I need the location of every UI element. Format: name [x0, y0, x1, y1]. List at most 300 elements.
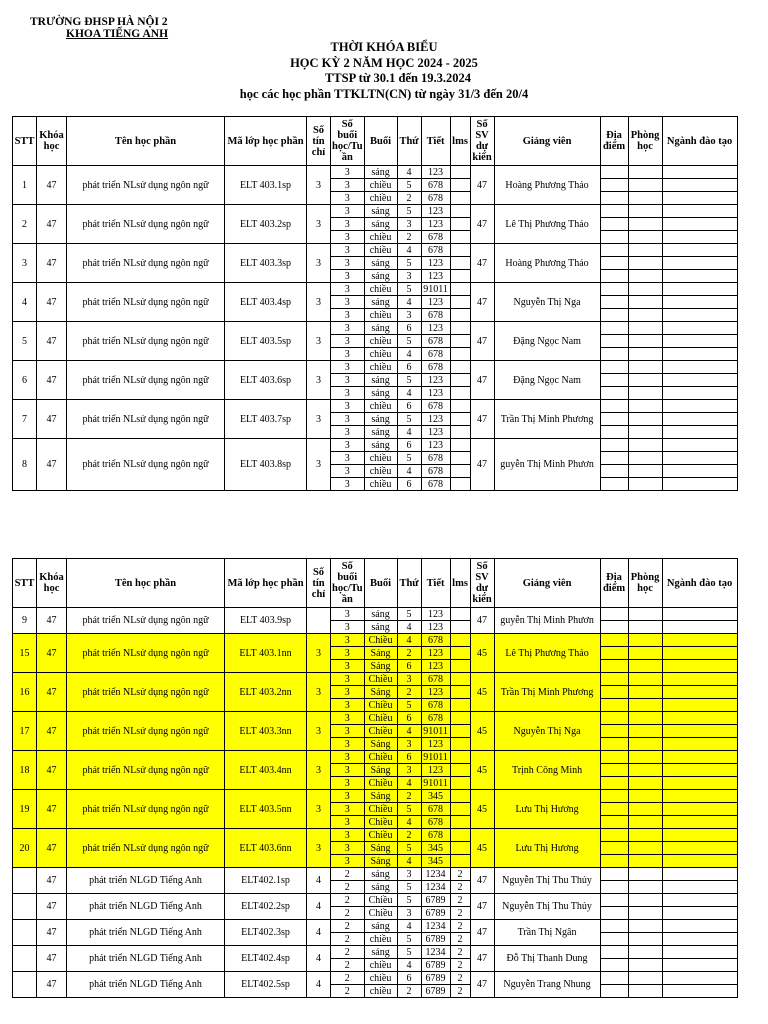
room-cell	[628, 816, 662, 829]
course-year-cell: 47	[37, 283, 67, 322]
room-cell	[628, 244, 662, 257]
period-cell: 1234	[421, 920, 450, 933]
period-cell: 6789	[421, 894, 450, 907]
location-cell	[600, 322, 628, 335]
location-cell	[600, 790, 628, 803]
program-cell	[662, 660, 737, 673]
weekday-cell: 5	[397, 881, 421, 894]
student-count-cell: 45	[470, 751, 494, 790]
sessions-per-week-cell: 3	[331, 309, 365, 322]
table-row	[13, 972, 738, 985]
lms-cell	[450, 803, 470, 816]
room-cell	[628, 894, 662, 907]
course-year-cell: 47	[37, 400, 67, 439]
weekday-cell: 6	[397, 660, 421, 673]
location-cell	[600, 777, 628, 790]
sessions-per-week-cell: 3	[331, 296, 365, 309]
program-cell	[662, 907, 737, 920]
course-year-cell: 47	[37, 608, 67, 634]
period-cell: 6789	[421, 985, 450, 998]
course-year-cell: 47	[37, 894, 67, 920]
location-cell	[600, 673, 628, 686]
lecturer-cell: Lưu Thị Hương	[494, 790, 600, 829]
student-count-cell: 45	[470, 712, 494, 751]
period-cell: 678	[421, 452, 450, 465]
session-time-cell: chiều	[364, 933, 397, 946]
location-cell	[600, 881, 628, 894]
sessions-per-week-cell: 3	[331, 465, 365, 478]
lms-cell	[450, 166, 470, 179]
lms-cell	[450, 712, 470, 725]
location-cell	[600, 374, 628, 387]
column-header-nganh: Ngành đào tạo	[662, 559, 737, 608]
weekday-cell: 4	[397, 465, 421, 478]
course-year-cell: 47	[37, 946, 67, 972]
sessions-per-week-cell: 3	[331, 790, 365, 803]
period-cell: 123	[421, 426, 450, 439]
table-row	[13, 400, 738, 413]
lms-cell	[450, 738, 470, 751]
lms-cell	[450, 751, 470, 764]
session-time-cell: chiều	[364, 231, 397, 244]
lms-cell	[450, 829, 470, 842]
course-name-cell: phát triển NLsử dụng ngôn ngữ	[67, 205, 225, 244]
location-cell	[600, 660, 628, 673]
period-cell: 123	[421, 322, 450, 335]
course-name-cell: phát triển NLsử dụng ngôn ngữ	[67, 166, 225, 205]
period-cell: 678	[421, 829, 450, 842]
lms-cell	[450, 855, 470, 868]
location-cell	[600, 946, 628, 959]
column-header-thu: Thứ	[397, 117, 421, 166]
session-time-cell: sáng	[364, 257, 397, 270]
room-cell	[628, 335, 662, 348]
period-cell: 678	[421, 192, 450, 205]
room-cell	[628, 413, 662, 426]
lms-cell	[450, 621, 470, 634]
lms-cell	[450, 179, 470, 192]
room-cell	[628, 608, 662, 621]
column-header-tc: Số tín chỉ	[307, 117, 331, 166]
sessions-per-week-cell: 3	[331, 686, 365, 699]
lms-cell	[450, 400, 470, 413]
student-count-cell: 47	[470, 972, 494, 998]
lecturer-cell: guyễn Thị Minh Phươn	[494, 439, 600, 491]
course-name-cell: phát triển NLsử dụng ngôn ngữ	[67, 322, 225, 361]
location-cell	[600, 686, 628, 699]
stt-cell: 16	[13, 673, 37, 712]
period-cell: 678	[421, 803, 450, 816]
room-cell	[628, 738, 662, 751]
header-row	[13, 559, 738, 608]
sessions-per-week-cell: 3	[331, 478, 365, 491]
session-time-cell: chiều	[364, 179, 397, 192]
weekday-cell: 4	[397, 348, 421, 361]
period-cell: 123	[421, 205, 450, 218]
course-year-cell: 47	[37, 166, 67, 205]
room-cell	[628, 699, 662, 712]
title-line-4: học các học phần TTKLTN(CN) từ ngày 31/3 đến 20/4	[239, 86, 529, 101]
period-cell: 123	[421, 374, 450, 387]
stt-cell: 17	[13, 712, 37, 751]
room-cell	[628, 881, 662, 894]
column-header-lms: lms	[450, 559, 470, 608]
lecturer-cell: Đỗ Thị Thanh Dung	[494, 946, 600, 972]
student-count-cell: 47	[470, 244, 494, 283]
table-row	[13, 894, 738, 907]
student-count-cell: 47	[470, 322, 494, 361]
stt-cell: 7	[13, 400, 37, 439]
location-cell	[600, 608, 628, 621]
lms-cell	[450, 777, 470, 790]
sessions-per-week-cell: 3	[331, 179, 365, 192]
session-time-cell: sáng	[364, 946, 397, 959]
period-cell: 123	[421, 166, 450, 179]
column-header-dia-diem: Địa điểm	[600, 117, 628, 166]
column-header-stt: STT	[13, 117, 37, 166]
course-year-cell: 47	[37, 673, 67, 712]
room-cell	[628, 712, 662, 725]
course-name-cell: phát triển NLGD Tiếng Anh	[67, 868, 225, 894]
location-cell	[600, 452, 628, 465]
lms-cell	[450, 296, 470, 309]
session-time-cell: sáng	[364, 296, 397, 309]
lms-cell: 2	[450, 907, 470, 920]
lms-cell	[450, 686, 470, 699]
credits-cell: 3	[307, 205, 331, 244]
lms-cell	[450, 283, 470, 296]
sessions-per-week-cell: 2	[331, 894, 365, 907]
course-name-cell: phát triển NLsử dụng ngôn ngữ	[67, 244, 225, 283]
program-cell	[662, 699, 737, 712]
column-header-ten: Tên học phần	[67, 559, 225, 608]
course-year-cell: 47	[37, 244, 67, 283]
school-line-1: TRƯỜNG ĐHSP HÀ NỘI 2	[30, 16, 168, 28]
lms-cell	[450, 270, 470, 283]
session-time-cell: sáng	[364, 868, 397, 881]
location-cell	[600, 218, 628, 231]
lms-cell: 2	[450, 920, 470, 933]
lms-cell	[450, 842, 470, 855]
program-cell	[662, 790, 737, 803]
program-cell	[662, 816, 737, 829]
course-year-cell: 47	[37, 972, 67, 998]
room-cell	[628, 361, 662, 374]
period-cell: 345	[421, 842, 450, 855]
sessions-per-week-cell: 3	[331, 244, 365, 257]
title-line-3: TTSP từ 30.1 đến 19.3.2024	[324, 71, 472, 85]
period-cell: 91011	[421, 283, 450, 296]
period-cell: 123	[421, 387, 450, 400]
column-header-buoi: Buổi	[364, 559, 397, 608]
room-cell	[628, 257, 662, 270]
room-cell	[628, 348, 662, 361]
room-cell	[628, 855, 662, 868]
period-cell: 678	[421, 231, 450, 244]
program-cell	[662, 231, 737, 244]
location-cell	[600, 634, 628, 647]
course-name-cell: phát triển NLsử dụng ngôn ngữ	[67, 790, 225, 829]
room-cell	[628, 725, 662, 738]
course-name-cell: phát triển NLsử dụng ngôn ngữ	[67, 361, 225, 400]
location-cell	[600, 413, 628, 426]
period-cell: 123	[421, 621, 450, 634]
program-cell	[662, 439, 737, 452]
session-time-cell: chiều	[364, 959, 397, 972]
period-cell: 123	[421, 413, 450, 426]
session-time-cell: chiều	[364, 335, 397, 348]
room-cell	[628, 751, 662, 764]
program-cell	[662, 738, 737, 751]
program-cell	[662, 751, 737, 764]
room-cell	[628, 296, 662, 309]
location-cell	[600, 244, 628, 257]
location-cell	[600, 621, 628, 634]
weekday-cell: 2	[397, 231, 421, 244]
sessions-per-week-cell: 3	[331, 361, 365, 374]
class-code-cell: ELT 403.3nn	[225, 712, 307, 751]
lecturer-cell: Lưu Thị Hương	[494, 829, 600, 868]
sessions-per-week-cell: 3	[331, 231, 365, 244]
table-row	[13, 283, 738, 296]
course-name-cell: phát triển NLGD Tiếng Anh	[67, 894, 225, 920]
weekday-cell: 2	[397, 829, 421, 842]
course-year-cell: 47	[37, 920, 67, 946]
sessions-per-week-cell: 3	[331, 699, 365, 712]
period-cell: 123	[421, 257, 450, 270]
program-cell	[662, 218, 737, 231]
period-cell: 678	[421, 699, 450, 712]
period-cell: 123	[421, 647, 450, 660]
session-time-cell: sáng	[364, 621, 397, 634]
period-cell: 678	[421, 309, 450, 322]
lms-cell: 2	[450, 868, 470, 881]
lms-cell	[450, 660, 470, 673]
program-cell	[662, 647, 737, 660]
credits-cell: 4	[307, 894, 331, 920]
program-cell	[662, 361, 737, 374]
student-count-cell: 47	[470, 894, 494, 920]
session-time-cell: sáng	[364, 920, 397, 933]
room-cell	[628, 621, 662, 634]
location-cell	[600, 387, 628, 400]
program-cell	[662, 868, 737, 881]
course-name-cell: phát triển NLsử dụng ngôn ngữ	[67, 712, 225, 751]
program-cell	[662, 764, 737, 777]
weekday-cell: 5	[397, 374, 421, 387]
credits-cell: 4	[307, 868, 331, 894]
column-header-thu: Thứ	[397, 559, 421, 608]
student-count-cell: 47	[470, 608, 494, 634]
room-cell	[628, 218, 662, 231]
lecturer-cell: Trần Thị Minh Phương	[494, 400, 600, 439]
lms-cell	[450, 361, 470, 374]
period-cell: 123	[421, 660, 450, 673]
location-cell	[600, 400, 628, 413]
program-cell	[662, 452, 737, 465]
room-cell	[628, 634, 662, 647]
session-time-cell: Chiều	[364, 829, 397, 842]
sessions-per-week-cell: 3	[331, 413, 365, 426]
column-header-tiet: Tiết	[421, 117, 450, 166]
sessions-per-week-cell: 3	[331, 803, 365, 816]
sessions-per-week-cell: 3	[331, 777, 365, 790]
document-heading	[0, 40, 768, 102]
session-time-cell: Chiều	[364, 907, 397, 920]
program-cell	[662, 894, 737, 907]
location-cell	[600, 478, 628, 491]
lms-cell	[450, 608, 470, 621]
lecturer-cell: Đặng Ngọc Nam	[494, 322, 600, 361]
period-cell: 678	[421, 335, 450, 348]
student-count-cell: 47	[470, 400, 494, 439]
session-time-cell: Sáng	[364, 764, 397, 777]
session-time-cell: chiều	[364, 972, 397, 985]
room-cell	[628, 400, 662, 413]
credits-cell: 3	[307, 244, 331, 283]
program-cell	[662, 842, 737, 855]
sessions-per-week-cell: 3	[331, 374, 365, 387]
course-year-cell: 47	[37, 751, 67, 790]
sessions-per-week-cell: 3	[331, 218, 365, 231]
column-header-tiet: Tiết	[421, 559, 450, 608]
weekday-cell: 5	[397, 179, 421, 192]
period-cell: 678	[421, 179, 450, 192]
lms-cell	[450, 699, 470, 712]
location-cell	[600, 426, 628, 439]
weekday-cell: 6	[397, 322, 421, 335]
lms-cell: 2	[450, 933, 470, 946]
location-cell	[600, 959, 628, 972]
program-cell	[662, 348, 737, 361]
sessions-per-week-cell: 2	[331, 959, 365, 972]
program-cell	[662, 803, 737, 816]
student-count-cell: 47	[470, 439, 494, 491]
session-time-cell: chiều	[364, 192, 397, 205]
session-time-cell: Sáng	[364, 842, 397, 855]
location-cell	[600, 972, 628, 985]
session-time-cell: Sáng	[364, 855, 397, 868]
class-code-cell: ELT 403.6sp	[225, 361, 307, 400]
stt-cell	[13, 946, 37, 972]
room-cell	[628, 166, 662, 179]
session-time-cell: Chiều	[364, 816, 397, 829]
weekday-cell: 5	[397, 803, 421, 816]
sessions-per-week-cell: 3	[331, 725, 365, 738]
stt-cell: 4	[13, 283, 37, 322]
weekday-cell: 5	[397, 335, 421, 348]
room-cell	[628, 920, 662, 933]
weekday-cell: 4	[397, 634, 421, 647]
weekday-cell: 4	[397, 166, 421, 179]
course-year-cell: 47	[37, 790, 67, 829]
student-count-cell: 47	[470, 361, 494, 400]
lecturer-cell: Lê Thị Phương Thảo	[494, 205, 600, 244]
room-cell	[628, 647, 662, 660]
sessions-per-week-cell: 3	[331, 439, 365, 452]
period-cell: 678	[421, 634, 450, 647]
sessions-per-week-cell: 3	[331, 660, 365, 673]
session-time-cell: chiều	[364, 985, 397, 998]
weekday-cell: 3	[397, 309, 421, 322]
student-count-cell: 47	[470, 920, 494, 946]
weekday-cell: 5	[397, 842, 421, 855]
title-line-2: HỌC KỲ 2 NĂM HỌC 2024 - 2025	[290, 55, 478, 70]
sessions-per-week-cell: 3	[331, 855, 365, 868]
lecturer-cell: Nguyễn Thị Nga	[494, 283, 600, 322]
room-cell	[628, 803, 662, 816]
room-cell	[628, 868, 662, 881]
session-time-cell: chiều	[364, 309, 397, 322]
credits-cell: 3	[307, 400, 331, 439]
credits-cell	[307, 608, 331, 634]
program-cell	[662, 777, 737, 790]
program-cell	[662, 686, 737, 699]
lms-cell	[450, 647, 470, 660]
course-year-cell: 47	[37, 322, 67, 361]
lms-cell	[450, 348, 470, 361]
weekday-cell: 3	[397, 673, 421, 686]
room-cell	[628, 907, 662, 920]
course-year-cell: 47	[37, 439, 67, 491]
weekday-cell: 5	[397, 452, 421, 465]
location-cell	[600, 725, 628, 738]
weekday-cell: 2	[397, 985, 421, 998]
location-cell	[600, 647, 628, 660]
credits-cell: 3	[307, 673, 331, 712]
session-time-cell: sáng	[364, 205, 397, 218]
period-cell: 678	[421, 712, 450, 725]
column-header-ma: Mã lớp học phần	[225, 117, 307, 166]
room-cell	[628, 439, 662, 452]
table-row	[13, 166, 738, 179]
period-cell: 345	[421, 790, 450, 803]
weekday-cell: 4	[397, 725, 421, 738]
session-time-cell: Sáng	[364, 738, 397, 751]
room-cell	[628, 946, 662, 959]
course-year-cell: 47	[37, 868, 67, 894]
period-cell: 6789	[421, 959, 450, 972]
stt-cell: 15	[13, 634, 37, 673]
weekday-cell: 3	[397, 270, 421, 283]
course-name-cell: phát triển NLGD Tiếng Anh	[67, 920, 225, 946]
program-cell	[662, 244, 737, 257]
student-count-cell: 45	[470, 790, 494, 829]
column-header-dia-diem: Địa điểm	[600, 559, 628, 608]
location-cell	[600, 179, 628, 192]
column-header-gv: Giảng viên	[494, 117, 600, 166]
credits-cell: 3	[307, 829, 331, 868]
room-cell	[628, 192, 662, 205]
table-row	[13, 790, 738, 803]
column-header-buoi-tuan: Số buổi học/Tu ần	[331, 559, 365, 608]
session-time-cell: chiều	[364, 348, 397, 361]
session-time-cell: chiều	[364, 244, 397, 257]
class-code-cell: ELT402.1sp	[225, 868, 307, 894]
location-cell	[600, 855, 628, 868]
class-code-cell: ELT 403.3sp	[225, 244, 307, 283]
lms-cell	[450, 309, 470, 322]
sessions-per-week-cell: 3	[331, 738, 365, 751]
student-count-cell: 45	[470, 634, 494, 673]
course-year-cell: 47	[37, 712, 67, 751]
session-time-cell: chiều	[364, 452, 397, 465]
lecturer-cell: Nguyễn Trang Nhung	[494, 972, 600, 998]
class-code-cell: ELT 403.1nn	[225, 634, 307, 673]
course-name-cell: phát triển NLsử dụng ngôn ngữ	[67, 751, 225, 790]
room-cell	[628, 270, 662, 283]
weekday-cell: 5	[397, 699, 421, 712]
